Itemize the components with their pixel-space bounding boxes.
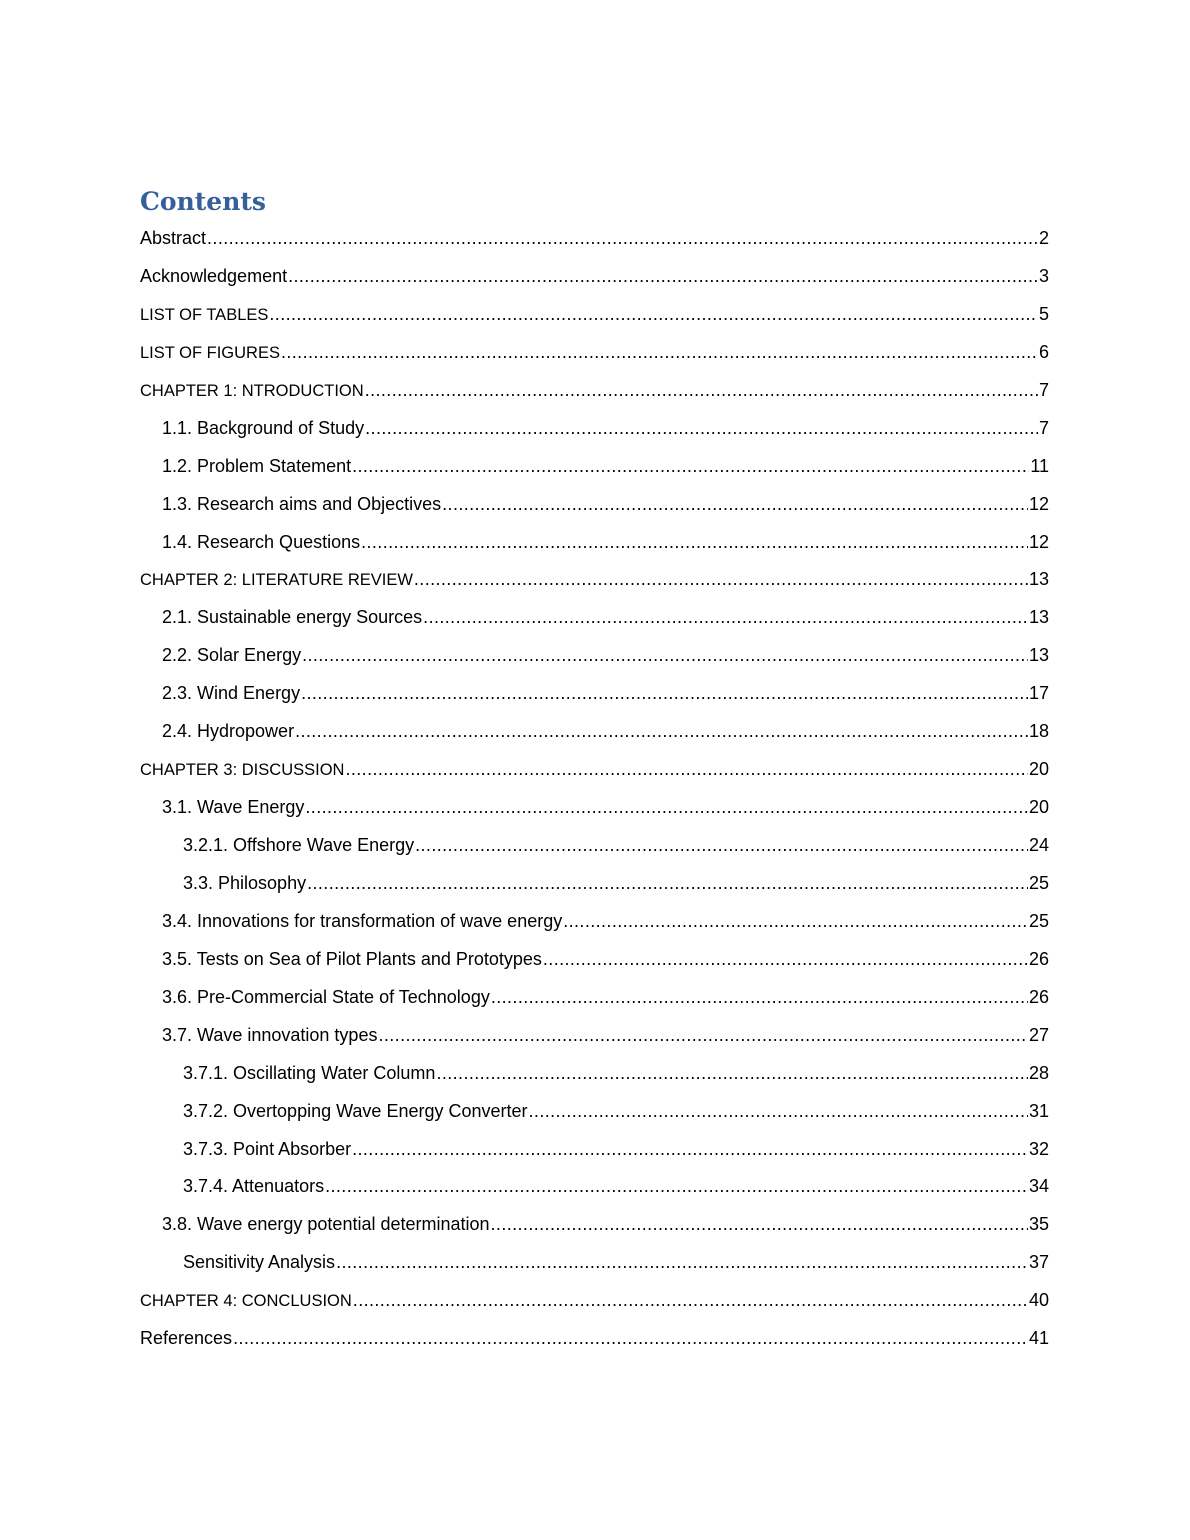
toc-entry-title[interactable]: 3.5. Tests on Sea of Pilot Plants and Prototypes <box>162 948 542 969</box>
toc-entry-page-number[interactable]: 12 <box>1028 493 1049 514</box>
toc-entry-page-number[interactable]: 2 <box>1038 228 1049 248</box>
toc-entry-title[interactable]: Abstract <box>140 228 207 248</box>
toc-entry[interactable] <box>140 1017 1049 1055</box>
toc-entry-page-number[interactable]: 37 <box>1028 1252 1049 1273</box>
toc-entry-page-number[interactable]: 40 <box>1028 1290 1049 1311</box>
toc-entry-page-number[interactable]: 18 <box>1028 721 1049 742</box>
toc-dot-leader <box>415 833 1028 851</box>
toc-entry-page-number[interactable]: 7 <box>1038 417 1049 438</box>
toc-dot-leader <box>207 226 1038 244</box>
toc-dot-leader <box>353 1288 1028 1306</box>
toc-dot-leader <box>423 605 1028 623</box>
toc-entry[interactable] <box>140 561 1049 599</box>
toc-entry-page-number[interactable]: 6 <box>1038 341 1049 362</box>
toc-list <box>140 220 1049 1358</box>
toc-entry-page-number[interactable]: 13 <box>1028 569 1049 590</box>
toc-entry[interactable] <box>140 789 1049 827</box>
toc-dot-leader <box>436 1061 1028 1079</box>
toc-entry-title[interactable]: Acknowledgement <box>140 265 288 286</box>
toc-entry[interactable] <box>140 1168 1049 1206</box>
toc-entry-title[interactable]: CHAPTER 2: LITERATURE REVIEW <box>140 571 413 590</box>
toc-entry-title[interactable]: 3.3. Philosophy <box>183 872 307 893</box>
toc-entry-title[interactable]: LIST OF TABLES <box>140 305 269 324</box>
toc-entry[interactable] <box>140 448 1049 486</box>
toc-dot-leader <box>302 643 1028 661</box>
toc-entry[interactable] <box>140 220 1049 258</box>
toc-entry-page-number[interactable]: 7 <box>1038 379 1049 400</box>
toc-dot-leader <box>325 1174 1028 1192</box>
toc-entry[interactable] <box>140 334 1049 372</box>
toc-entry[interactable] <box>140 903 1049 941</box>
toc-entry-title[interactable]: 3.1. Wave Energy <box>162 797 305 818</box>
toc-dot-leader <box>414 567 1028 585</box>
toc-dot-leader <box>269 302 1038 320</box>
toc-entry-page-number[interactable]: 24 <box>1028 835 1049 855</box>
toc-entry[interactable] <box>140 1093 1049 1131</box>
toc-dot-leader <box>563 909 1028 927</box>
toc-dot-leader <box>305 795 1028 813</box>
toc-dot-leader <box>491 1212 1028 1230</box>
document-page <box>140 184 1049 1358</box>
toc-dot-leader <box>336 1250 1028 1268</box>
toc-entry[interactable] <box>140 675 1049 713</box>
toc-entry-page-number[interactable]: 41 <box>1028 1328 1049 1349</box>
toc-entry[interactable] <box>140 865 1049 903</box>
toc-dot-leader <box>281 340 1038 358</box>
toc-entry-title[interactable]: LIST OF FIGURES <box>140 343 280 362</box>
toc-dot-leader <box>307 871 1028 889</box>
toc-dot-leader <box>491 985 1028 1003</box>
toc-dot-leader <box>352 454 1029 472</box>
toc-entry[interactable] <box>140 372 1049 410</box>
toc-dot-leader <box>365 416 1038 434</box>
toc-entry[interactable] <box>140 599 1049 637</box>
toc-entry-title[interactable]: References <box>140 1328 233 1349</box>
toc-entry-page-number[interactable]: 34 <box>1028 1176 1049 1197</box>
toc-entry-page-number[interactable]: 3 <box>1038 265 1049 286</box>
toc-entry-page-number[interactable]: 13 <box>1028 607 1049 628</box>
toc-entry-title[interactable]: 3.6. Pre-Commercial State of Technology <box>162 986 490 1007</box>
toc-entry-page-number[interactable]: 27 <box>1028 1024 1049 1045</box>
toc-dot-leader <box>295 719 1028 737</box>
toc-entry-title[interactable]: 1.1. Background of Study <box>162 417 365 438</box>
toc-entry-title[interactable]: 1.4. Research Questions <box>162 531 361 552</box>
toc-heading: Contents <box>140 187 267 216</box>
toc-entry[interactable] <box>140 524 1049 562</box>
toc-entry-title[interactable]: 2.3. Wind Energy <box>162 683 301 704</box>
toc-entry[interactable] <box>140 941 1049 979</box>
toc-entry-page-number[interactable]: 11 <box>1030 455 1049 476</box>
toc-dot-leader <box>442 492 1028 510</box>
toc-entry-title[interactable]: 2.1. Sustainable energy Sources <box>162 607 423 628</box>
toc-dot-leader <box>233 1326 1028 1344</box>
toc-entry[interactable] <box>140 486 1049 524</box>
toc-entry-page-number[interactable]: 28 <box>1028 1062 1049 1083</box>
toc-entry-page-number[interactable]: 35 <box>1028 1214 1049 1235</box>
toc-entry-page-number[interactable]: 20 <box>1028 797 1049 818</box>
toc-entry-page-number[interactable]: 25 <box>1028 872 1049 893</box>
toc-entry[interactable] <box>140 1131 1049 1169</box>
toc-entry-page-number[interactable]: 32 <box>1028 1138 1049 1159</box>
toc-dot-leader <box>361 530 1028 548</box>
toc-entry-title[interactable]: CHAPTER 1: NTRODUCTION <box>140 381 364 400</box>
toc-entry-title[interactable]: 2.4. Hydropower <box>162 721 295 742</box>
toc-entry-title[interactable]: 3.4. Innovations for transformation of wave energy <box>162 910 563 931</box>
toc-entry-page-number[interactable]: 12 <box>1028 531 1049 552</box>
toc-entry-title[interactable]: 2.2. Solar Energy <box>162 645 302 666</box>
toc-entry-title[interactable]: 3.7.4. Attenuators <box>183 1176 325 1197</box>
toc-entry[interactable] <box>140 827 1049 865</box>
toc-dot-leader <box>365 378 1038 396</box>
toc-entry[interactable] <box>140 258 1049 296</box>
toc-entry[interactable] <box>140 979 1049 1017</box>
toc-entry-title[interactable]: 3.7. Wave innovation types <box>162 1024 378 1045</box>
toc-entry-page-number[interactable]: 26 <box>1028 948 1049 969</box>
toc-entry-title[interactable]: Sensitivity Analysis <box>183 1252 336 1273</box>
toc-entry-title[interactable]: 3.2.1. Offshore Wave Energy <box>183 835 415 855</box>
toc-entry-title[interactable]: 3.7.1. Oscillating Water Column <box>183 1062 436 1083</box>
toc-entry-page-number[interactable]: 26 <box>1028 986 1049 1007</box>
toc-entry[interactable] <box>140 1055 1049 1093</box>
toc-entry[interactable] <box>140 713 1049 751</box>
toc-entry-title[interactable]: 3.8. Wave energy potential determination <box>162 1214 490 1235</box>
toc-entry[interactable] <box>140 1206 1049 1244</box>
toc-entry-title[interactable]: 3.7.3. Point Absorber <box>183 1138 352 1159</box>
toc-entry-page-number[interactable]: 31 <box>1028 1100 1049 1121</box>
toc-dot-leader <box>543 947 1028 965</box>
toc-dot-leader <box>301 681 1028 699</box>
toc-entry-page-number[interactable]: 17 <box>1028 683 1049 704</box>
toc-dot-leader <box>288 264 1038 282</box>
toc-dot-leader <box>378 1023 1028 1041</box>
toc-entry[interactable] <box>140 1320 1049 1358</box>
toc-entry-title[interactable]: 3.7.2. Overtopping Wave Energy Converter <box>183 1100 528 1121</box>
toc-entry[interactable] <box>140 296 1049 334</box>
toc-entry[interactable] <box>140 637 1049 675</box>
toc-entry-page-number[interactable]: 5 <box>1038 303 1049 324</box>
toc-entry-title[interactable]: CHAPTER 3: DISCUSSION <box>140 761 345 780</box>
toc-dot-leader <box>352 1137 1028 1155</box>
toc-dot-leader <box>345 757 1028 775</box>
toc-entry-title[interactable]: 1.2. Problem Statement <box>162 455 352 476</box>
toc-entry-page-number[interactable]: 13 <box>1028 645 1049 666</box>
toc-entry-page-number[interactable]: 25 <box>1028 910 1049 931</box>
toc-entry[interactable] <box>140 1244 1049 1282</box>
toc-entry-page-number[interactable]: 20 <box>1028 759 1049 780</box>
toc-entry[interactable] <box>140 1282 1049 1320</box>
toc-entry-title[interactable]: 1.3. Research aims and Objectives <box>162 493 442 514</box>
toc-dot-leader <box>529 1099 1028 1117</box>
toc-entry[interactable] <box>140 751 1049 789</box>
toc-entry-title[interactable]: CHAPTER 4: CONCLUSION <box>140 1292 352 1311</box>
toc-entry[interactable] <box>140 410 1049 448</box>
